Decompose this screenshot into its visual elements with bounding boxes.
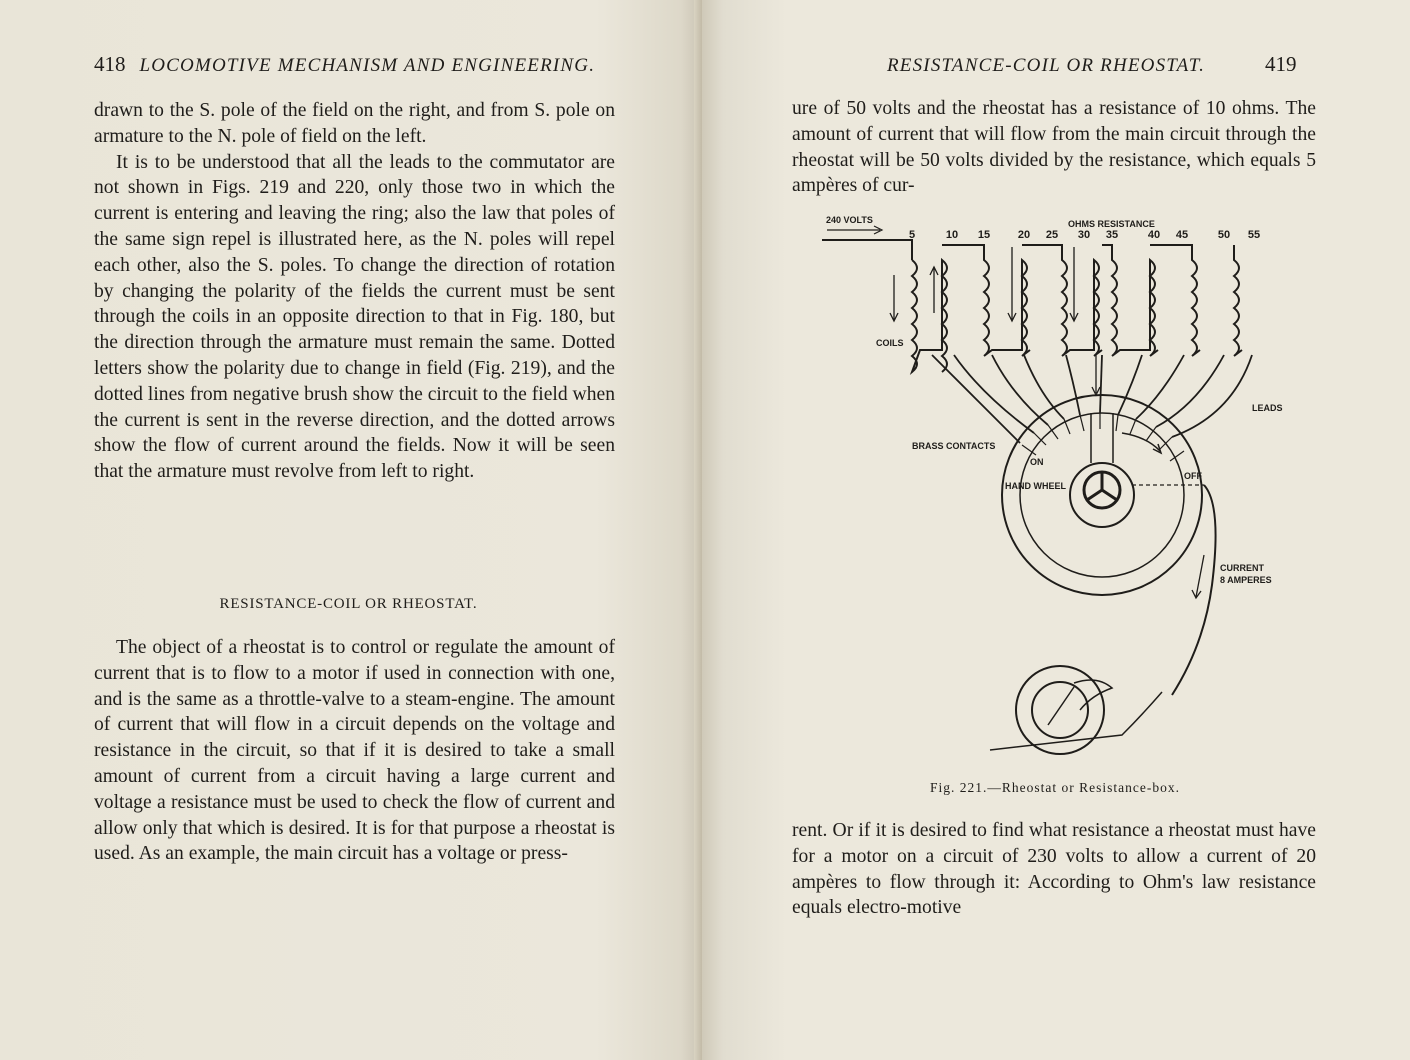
leads [932, 355, 1252, 443]
label-off: OFF [1184, 471, 1202, 481]
current-arrow [1196, 555, 1204, 597]
left-running-title: LOCOMOTIVE MECHANISM AND ENGINEERING. [139, 55, 596, 76]
ohm-step: 25 [1045, 229, 1059, 241]
figure-caption: Fig. 221.—Rheostat or Resistance-box. [930, 780, 1180, 795]
rheostat-figure [812, 205, 1292, 765]
ohm-step: 35 [1105, 229, 1119, 241]
ohm-step: 40 [1147, 229, 1161, 241]
ohm-scale [909, 229, 1260, 241]
resistance-coils [912, 245, 1242, 372]
label-leads: LEADS [1252, 403, 1283, 413]
motor-lead [1074, 680, 1112, 710]
label-ohms-resistance: OHMS RESISTANCE [1068, 219, 1155, 229]
input-wire [822, 240, 912, 260]
output-wire [1172, 485, 1216, 695]
rotation-arrow [1122, 433, 1160, 451]
left-body-2 [94, 635, 615, 867]
right-body [792, 96, 1316, 199]
left-running-head [94, 52, 595, 77]
motor-inner [1032, 682, 1088, 738]
label-coils: COILS [876, 338, 904, 348]
right-paragraph-1: ure of 50 volts and the rheostat has a resistance of 10 ohms. The amount of current that will flow from the main circuit through the rheostat will be 50 volts divided by the resistance, which equals 5 ampères of cur- [792, 98, 1316, 197]
left-paragraph-2: It is to be understood that all the leads to the commutator are not shown in Figs. 219 and 220, only those two in which the current is entering and leaving the ring; also the law that poles of the same sign repel is illustrated here, as the N. poles will repel each other, also the S. poles. To change the direction of rotation by changing the polarity of the fields the current must be sent through the coils in an opposite direction to that in Fig. 180, but the direction through the armature must remain the same. Dotted letters show the polarity due to change in field (Fig. 219), and the dotted lines from negative brush show the circuit to the field when the current is sent in the reverse direction, and the dotted arrows show the flow of current around the fields. Now it will be seen that the armature must revolve from left to right. [94, 151, 615, 483]
dial-inner [1020, 413, 1184, 577]
ohm-step: 50 [1217, 229, 1231, 241]
left-body [94, 98, 615, 485]
return-wire [990, 692, 1162, 750]
switch-arm [1091, 413, 1113, 463]
label-brass-contacts: BRASS CONTACTS [912, 441, 996, 451]
right-running-head [887, 52, 1297, 77]
dial-outer [1002, 395, 1202, 595]
right-page [702, 0, 1410, 1060]
section-heading: RESISTANCE-COIL OR RHEOSTAT. [219, 596, 478, 612]
label-current: CURRENT [1220, 563, 1264, 573]
ohm-step: 45 [1175, 229, 1189, 241]
right-body-2 [792, 818, 1316, 921]
label-amperes: 8 AMPERES [1220, 575, 1272, 585]
right-running-title: RESISTANCE-COIL OR RHEOSTAT. [887, 55, 1206, 76]
label-hand-wheel: HAND WHEEL [1005, 481, 1066, 491]
right-page-number: 419 [1265, 52, 1297, 76]
label-on: ON [1030, 457, 1044, 467]
left-page [0, 0, 702, 1060]
label-240-volts: 240 VOLTS [826, 215, 873, 225]
left-paragraph-3: The object of a rheostat is to control or regulate the amount of current that is to flow to a motor if used in connection with one, and is the same as a throttle-valve to a steam-engine. The amount of current that will flow in a circuit depends on the voltage and resistance in the circuit, so that if it is desired to take a small amount of current from a circuit having a large current and voltage a resistance must be used to check the flow of current and allow only that which is desired. It is for that purpose a rheostat is used. As an example, the main circuit has a voltage or press- [94, 637, 615, 865]
left-page-number: 418 [94, 52, 126, 76]
ohm-step: 15 [977, 229, 991, 241]
ohm-step: 55 [1247, 229, 1261, 241]
ohm-step: 30 [1077, 229, 1091, 241]
ohm-step: 10 [945, 229, 959, 241]
right-paragraph-2: rent. Or if it is desired to find what resistance a rheostat must have for a motor on a circuit of 230 volts to allow a current of 20 ampères to flow through it: According to Ohm's law resistance equals electro-motive [792, 820, 1316, 919]
ohm-step: 20 [1017, 229, 1031, 241]
ohm-step: 5 [908, 229, 916, 241]
left-paragraph-1: drawn to the S. pole of the field on the right, and from S. pole on armature to the N. pole of field on the left. [94, 100, 615, 147]
